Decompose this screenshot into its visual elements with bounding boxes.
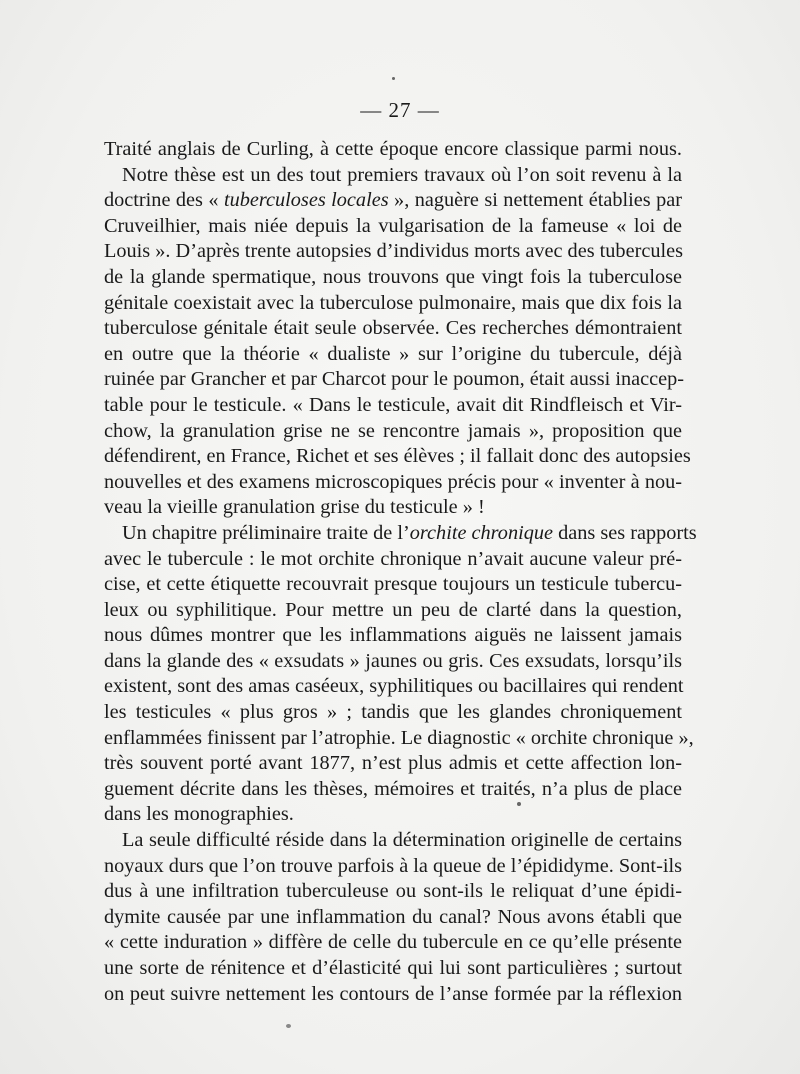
text-line <box>104 521 697 547</box>
text-line: existent, sont des amas caséeux, syphilitiques ou bacillaires qui rendent <box>104 675 684 698</box>
text-run: dans ses rapports <box>553 521 697 544</box>
text-line: nouvelles et des examens microscopiques précis pour « inventer à nou- <box>104 470 682 493</box>
text-line: Louis ». D’après trente autopsies d’individus morts avec des tubercules <box>104 240 683 263</box>
text-line: Traité anglais de Curling, à cette époque encore classique parmi nous. <box>104 138 682 160</box>
text-run: doctrine des « <box>104 189 224 212</box>
text-line: génitale coexistait avec la tuberculose pulmonaire, mais que dix fois la <box>104 291 682 314</box>
text-line <box>104 188 682 214</box>
text-line: dans la glande des « exsudats » jaunes ou gris. Ces exsudats, lorsqu’ils <box>104 649 682 672</box>
text-line: enflammées finissent par l’atrophie. Le diagnostic « orchite chronique », <box>104 726 694 749</box>
text-line: chow, la granulation grise ne se rencontre jamais », proposition que <box>104 419 682 442</box>
italic-term: tuberculoses locales <box>223 189 389 212</box>
print-speck <box>286 1024 291 1028</box>
text-line: guement décrite dans les thèses, mémoires et traités, n’a plus de place <box>104 777 682 800</box>
text-line: les testicules « plus gros » ; tandis que les glandes chroniquement <box>104 701 682 724</box>
text-line: leux ou syphilitique. Pour mettre un peu de clarté dans la question, <box>104 598 682 621</box>
text-line: dymite causée par une inflammation du canal? Nous avons établi que <box>104 905 682 928</box>
text-line: avec le tubercule : le mot orchite chronique n’avait aucune valeur pré- <box>104 547 682 570</box>
text-line: ruinée par Grancher et par Charcot pour le poumon, était aussi inaccep- <box>104 368 685 391</box>
text-line: Cruveilhier, mais niée depuis la vulgarisation de la fameuse « loi de <box>104 214 682 237</box>
text-run: », naguère si nettement établies par <box>388 189 682 212</box>
text-line: dus à une infiltration tuberculeuse ou sont-ils le reliquat d’une épidi- <box>104 880 682 903</box>
print-speck <box>517 802 521 806</box>
text-line: défendirent, en France, Richet et ses élèves ; il fallait donc des autopsies <box>104 445 691 468</box>
text-line: noyaux durs que l’on trouve parfois à la queue de l’épididyme. Sont-ils <box>104 854 682 877</box>
print-speck <box>392 77 395 80</box>
text-line: très souvent porté avant 1877, n’est plus admis et cette affection lon- <box>104 752 682 775</box>
text-line: une sorte de rénitence et d’élasticité qui lui sont particulières ; surtout <box>104 957 682 979</box>
text-line: on peut suivre nettement les contours de l’anse formée par la réflexion <box>104 982 682 1005</box>
text-line: table pour le testicule. « Dans le testicule, avait dit Rindfleisch et Vir- <box>104 393 682 416</box>
text-line: en outre que la théorie « dualiste » sur l’origine du tubercule, déjà <box>104 342 682 365</box>
text-line: La seule difficulté réside dans la détermination originelle de certains <box>122 829 682 852</box>
text-line: veau la vieille granulation grise du testicule » ! <box>104 496 485 519</box>
page-number: — 27 — <box>360 98 440 122</box>
italic-term: orchite chronique <box>409 521 554 544</box>
body-text <box>104 137 697 1007</box>
text-line: Notre thèse est un des tout premiers travaux où l’on soit revenu à la <box>122 163 682 186</box>
text-line: cise, et cette étiquette recouvrait presque toujours un testicule tubercu- <box>104 573 682 596</box>
text-line: tuberculose génitale était seule observée. Ces recherches démontraient <box>104 317 682 340</box>
text-line: dans les monographies. <box>104 803 294 826</box>
text-line: nous dûmes montrer que les inflammations aiguës ne laissent jamais <box>104 624 682 647</box>
text-line: de la glande spermatique, nous trouvons que vingt fois la tuberculose <box>104 265 682 288</box>
text-line: « cette induration » diffère de celle du tubercule en ce qu’elle présente <box>104 931 682 954</box>
text-run: Un chapitre préliminaire traite de l’ <box>122 521 410 544</box>
